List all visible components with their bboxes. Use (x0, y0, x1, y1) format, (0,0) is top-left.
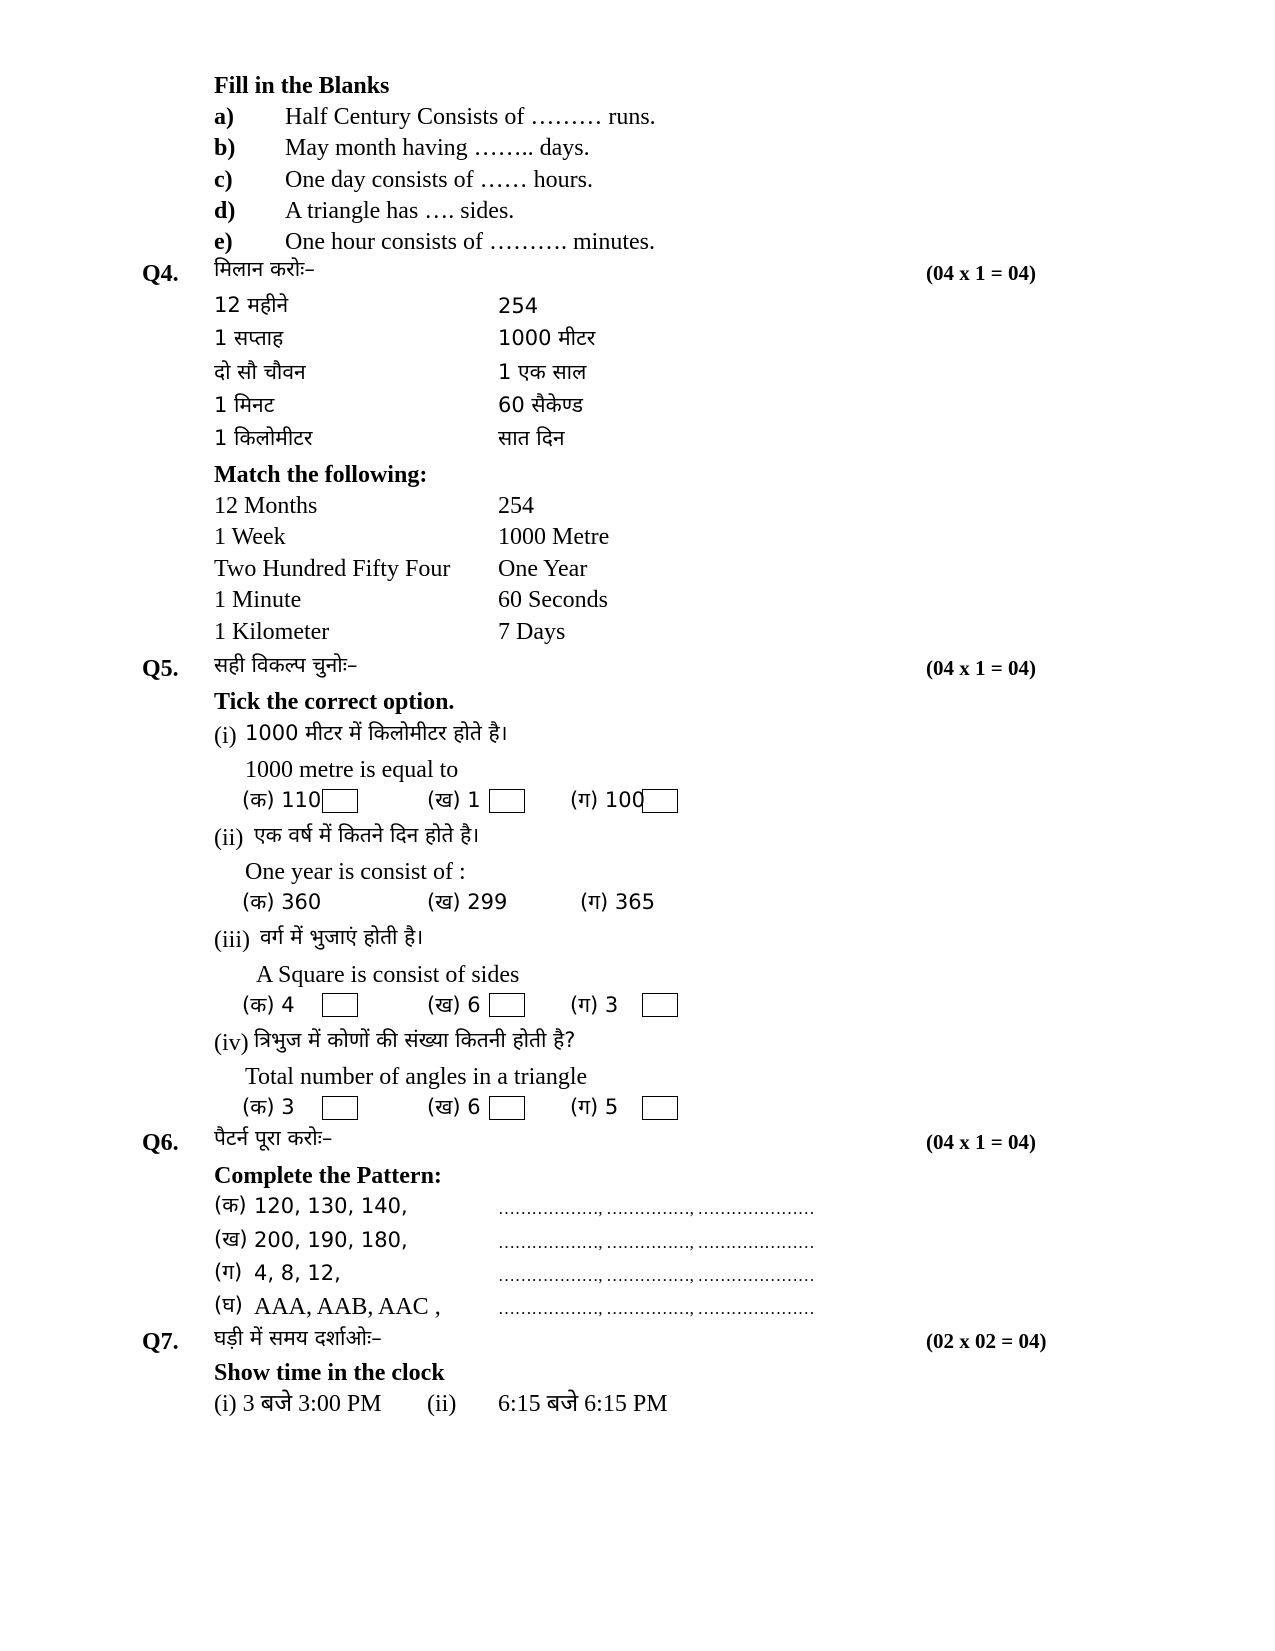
q4-en-right-4: 60 Seconds (498, 587, 608, 613)
q5-title-hindi: सही विकल्प चुनोः– (214, 653, 358, 677)
q5-iii-checkbox-b[interactable] (489, 993, 525, 1017)
q5-iii-checkbox-c[interactable] (642, 993, 678, 1017)
q4-en-right-2: 1000 Metre (498, 524, 610, 550)
q5-iii-english: A Square is consist of sides (256, 962, 520, 988)
q4-hi-left-2: 1 सप्ताह (214, 326, 284, 350)
q5-iv-option-a: (क) 3 (242, 1095, 295, 1119)
q6-pattern-1-seq: 120, 130, 140, (254, 1194, 408, 1218)
q7-title-english: Show time in the clock (214, 1360, 445, 1386)
q5-title-english: Tick the correct option. (214, 689, 455, 715)
q6-number: Q6. (142, 1130, 179, 1156)
q5-i-checkbox-b[interactable] (489, 789, 525, 813)
q6-pattern-3-blanks[interactable]: ………………, ……………, ………………… (498, 1266, 815, 1285)
q5-iv-checkbox-a[interactable] (322, 1096, 358, 1120)
q5-i-hindi: 1000 मीटर में किलोमीटर होते है। (245, 721, 508, 745)
q4-title-hindi: मिलान करोः– (214, 257, 315, 281)
q4-en-right-3: One Year (498, 556, 588, 582)
q4-hi-right-2: 1000 मीटर (498, 326, 596, 350)
q4-en-left-3: Two Hundred Fifty Four (214, 556, 451, 582)
q5-ii-option-c: (ग) 365 (580, 890, 655, 914)
q6-pattern-2-blanks[interactable]: ………………, ……………, ………………… (498, 1233, 815, 1252)
blank-text-a: Half Century Consists of ……… runs. (285, 104, 656, 130)
q6-pattern-4-label: (घ) (214, 1293, 243, 1317)
blank-label-c: c) (214, 167, 233, 193)
q5-iv-option-b: (ख) 6 (427, 1095, 481, 1119)
q4-en-right-5: 7 Days (498, 619, 566, 645)
blank-text-d: A triangle has …. sides. (285, 198, 515, 224)
q5-iv-checkbox-b[interactable] (489, 1096, 525, 1120)
q5-i-checkbox-a[interactable] (322, 789, 358, 813)
q5-ii-option-b: (ख) 299 (427, 890, 508, 914)
q6-title-hindi: पैटर्न पूरा करोः– (214, 1126, 333, 1150)
blank-text-b: May month having …….. days. (285, 135, 590, 161)
q7-marks: (02 x 02 = 04) (926, 1329, 1047, 1353)
q5-ii-option-a: (क) 360 (242, 890, 322, 914)
blank-label-d: d) (214, 198, 236, 224)
q4-title-english: Match the following: (214, 462, 428, 488)
q5-iv-num: (iv) (214, 1030, 249, 1056)
q7-item-2-label: (ii) (427, 1391, 457, 1417)
q7-number: Q7. (142, 1329, 179, 1355)
q4-hi-left-5: 1 किलोमीटर (214, 426, 313, 450)
q6-title-english: Complete the Pattern: (214, 1163, 442, 1189)
q5-iii-option-b: (ख) 6 (427, 993, 481, 1017)
blank-label-a: a) (214, 104, 234, 130)
fill-blanks-heading: Fill in the Blanks (214, 73, 390, 99)
q7-item-1: (i) 3 बजे 3:00 PM (214, 1391, 382, 1417)
q5-iii-option-c: (ग) 3 (570, 993, 619, 1017)
q5-i-option-b: (ख) 1 (427, 788, 481, 812)
q5-iii-option-a: (क) 4 (242, 993, 295, 1017)
q5-iv-checkbox-c[interactable] (642, 1096, 678, 1120)
q4-en-left-2: 1 Week (214, 524, 286, 550)
q5-number: Q5. (142, 656, 179, 682)
blank-label-b: b) (214, 135, 236, 161)
q7-item-2-text: 6:15 बजे 6:15 PM (498, 1391, 668, 1417)
q4-en-left-1: 12 Months (214, 493, 318, 519)
q5-i-english: 1000 metre is equal to (245, 757, 459, 783)
q6-pattern-3-label: (ग) (214, 1260, 243, 1284)
q5-iv-english: Total number of angles in a triangle (245, 1064, 588, 1090)
q5-iii-hindi: वर्ग में भुजाएं होती है। (260, 925, 424, 949)
q6-pattern-1-blanks[interactable]: ………………, ……………, ………………… (498, 1199, 815, 1218)
q4-hi-right-3: 1 एक साल (498, 360, 587, 384)
q5-ii-num: (ii) (214, 825, 244, 851)
q4-hi-left-4: 1 मिनट (214, 393, 275, 417)
blank-text-c: One day consists of …… hours. (285, 167, 593, 193)
q4-hi-right-1: 254 (498, 294, 539, 318)
blank-text-e: One hour consists of ………. minutes. (285, 229, 655, 255)
q4-hi-left-3: दो सौ चौवन (214, 360, 306, 384)
q7-title-hindi: घड़ी में समय दर्शाओः– (214, 1326, 382, 1350)
q6-pattern-4-blanks[interactable]: ………………, ……………, ………………… (498, 1299, 815, 1318)
q4-marks: (04 x 1 = 04) (926, 261, 1036, 285)
q6-pattern-3-seq: 4, 8, 12, (254, 1261, 341, 1285)
q4-hi-right-5: सात दिन (498, 426, 565, 450)
q5-ii-hindi: एक वर्ष में कितने दिन होते है। (254, 823, 480, 847)
q5-ii-english: One year is consist of : (245, 859, 466, 885)
q5-iii-num: (iii) (214, 927, 250, 953)
q6-marks: (04 x 1 = 04) (926, 1130, 1036, 1154)
q5-iv-hindi: त्रिभुज में कोणों की संख्या कितनी होती है? (254, 1028, 576, 1052)
blank-label-e: e) (214, 229, 233, 255)
q4-en-right-1: 254 (498, 493, 534, 519)
q4-hi-right-4: 60 सैकेण्ड (498, 393, 583, 417)
q5-iv-option-c: (ग) 5 (570, 1095, 619, 1119)
q5-marks: (04 x 1 = 04) (926, 656, 1036, 680)
q5-i-option-c: (ग) 100 (570, 788, 645, 812)
q6-pattern-1-label: (क) (214, 1193, 247, 1217)
q6-pattern-4-seq: AAA, AAB, AAC , (254, 1294, 441, 1320)
q6-pattern-2-label: (ख) (214, 1227, 248, 1251)
q4-number: Q4. (142, 261, 179, 287)
q5-i-num: (i) (214, 723, 237, 749)
q6-pattern-2-seq: 200, 190, 180, (254, 1228, 408, 1252)
q5-i-option-a: (क) 110 (242, 788, 322, 812)
q5-i-checkbox-c[interactable] (642, 789, 678, 813)
q4-en-left-5: 1 Kilometer (214, 619, 330, 645)
q4-hi-left-1: 12 महीने (214, 293, 289, 317)
q5-iii-checkbox-a[interactable] (322, 993, 358, 1017)
q4-en-left-4: 1 Minute (214, 587, 302, 613)
